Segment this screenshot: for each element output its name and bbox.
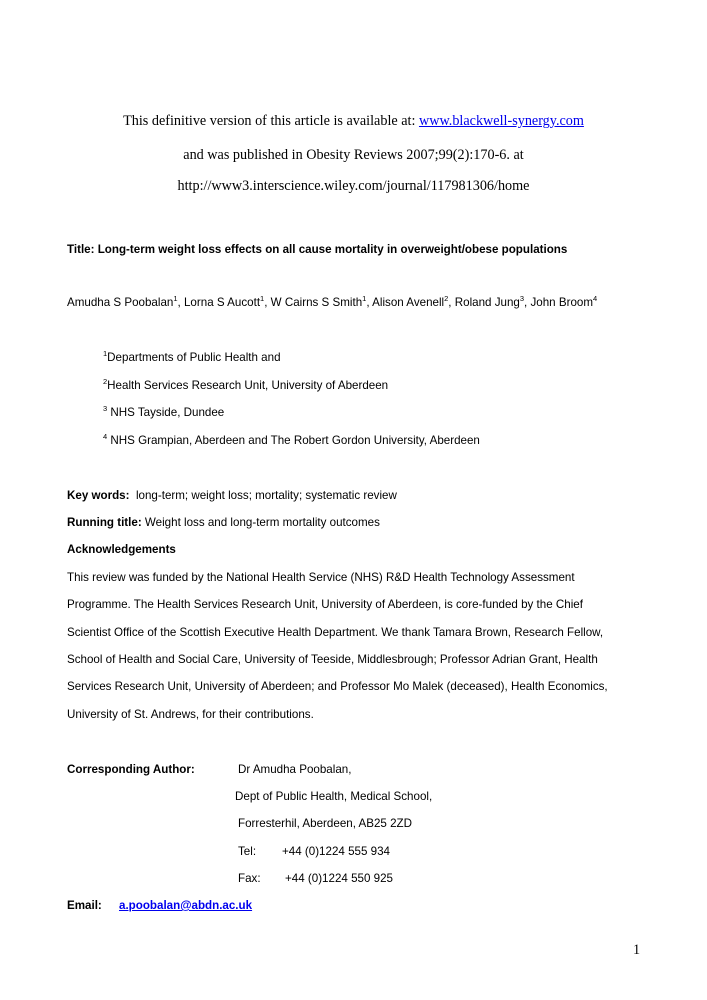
author-list xyxy=(67,296,597,309)
running-title-text: Weight loss and long-term mortality outcomes xyxy=(141,516,380,529)
keywords-text: long-term; weight loss; mortality; systematic review xyxy=(129,489,397,502)
page-number: 1 xyxy=(633,942,641,958)
corresponding-author-dept: Dept of Public Health, Medical School, xyxy=(235,790,433,803)
acknowledgements-line: Scientist Office of the Scottish Executive Health Department. We thank Tamara Brown, Research Fellow, xyxy=(67,626,604,639)
author: Amudha S Poobalan$^1$, xyxy=(67,294,184,309)
acknowledgements-line: This review was funded by the National Health Service (NHS) R&D Health Technology Assessment xyxy=(67,571,575,584)
keywords-label: Key words: xyxy=(67,489,130,502)
keywords-line xyxy=(67,489,397,502)
corresponding-author-address: Forresterhil, Aberdeen, AB25 2ZD xyxy=(238,817,412,830)
article-title: Title: Long-term weight loss effects on all cause mortality in overweight/obese populations xyxy=(67,243,568,256)
availability-line xyxy=(0,113,707,130)
published-line: and was published in Obesity Reviews 2007;99(2):170-6. at xyxy=(183,147,524,163)
author-name: John Broom xyxy=(530,296,593,309)
corresponding-author-name: Dr Amudha Poobalan, xyxy=(238,763,352,776)
running-title-label: Running title: xyxy=(67,516,142,529)
acknowledgements-heading: Acknowledgements xyxy=(67,543,176,556)
author: Alison Avenell$^2$, xyxy=(372,294,455,309)
author-name: Roland Jung xyxy=(454,296,520,309)
author-affiliation-marker: 1 xyxy=(173,294,178,303)
blackwell-synergy-link[interactable]: www.blackwell-synergy.com xyxy=(418,113,584,129)
author: Roland Jung$^3$, xyxy=(454,294,531,309)
affiliation-1: $^1$Departments of Public Health and xyxy=(103,349,281,364)
corresponding-author-label: Corresponding Author: xyxy=(67,763,195,776)
tel-label: Tel: xyxy=(238,845,257,858)
acknowledgements-line: School of Health and Social Care, University of Teeside, Middlesbrough; Professor Adrian Grant, Health xyxy=(67,653,598,666)
acknowledgements-line: Services Research Unit, University of Aberdeen; and Professor Mo Malek (deceased), Health Economics, xyxy=(67,680,608,693)
affiliation-3: $^3$ NHS Tayside, Dundee xyxy=(103,404,225,419)
email-label: Email: xyxy=(67,899,102,912)
fax-number: +44 (0)1224 550 925 xyxy=(285,872,393,885)
author-name: Amudha S Poobalan xyxy=(67,296,174,309)
author-affiliation-marker: 1 xyxy=(260,294,265,303)
affiliation-4: $^4$ NHS Grampian, Aberdeen and The Robert Gordon University, Aberdeen xyxy=(103,432,480,447)
running-title-line xyxy=(67,516,380,529)
fax-label: Fax: xyxy=(238,872,261,885)
tel-number: +44 (0)1224 555 934 xyxy=(282,845,390,858)
journal-url-line: http://www3.interscience.wiley.com/journal/117981306/home xyxy=(177,178,530,194)
availability-prefix: This definitive version of this article is available at: xyxy=(123,113,419,129)
author: W Cairns S Smith$^1$, xyxy=(270,294,373,309)
author-affiliation-marker: 2 xyxy=(444,294,449,303)
author-affiliation-marker: 3 xyxy=(519,294,525,303)
email-link[interactable]: a.poobalan@abdn.ac.uk xyxy=(119,899,253,912)
acknowledgements-line: Programme. The Health Services Research Unit, University of Aberdeen, is core-funded by the Chief xyxy=(67,598,583,611)
author-name: W Cairns S Smith xyxy=(270,296,363,309)
author xyxy=(530,296,597,309)
author-name: Lorna S Aucott xyxy=(183,296,261,309)
author: Lorna S Aucott$^1$, xyxy=(183,294,271,309)
author-name: Alison Avenell xyxy=(372,296,445,309)
author-affiliation-marker: 1 xyxy=(362,294,367,303)
acknowledgements-line: University of St. Andrews, for their contributions. xyxy=(67,708,314,721)
affiliation-2: $^2$Health Services Research Unit, University of Aberdeen xyxy=(103,377,389,392)
author-affiliation-marker: 4 xyxy=(593,294,598,303)
